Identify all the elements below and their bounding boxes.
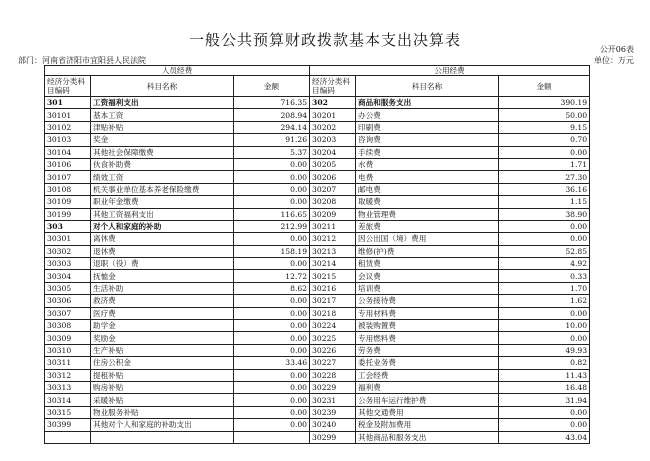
right-amount-cell: 1.15 xyxy=(499,196,590,208)
left-name-cell: 工资福利支出 xyxy=(91,97,234,109)
department-label: 部门：河南省济阳市宜阳县人民法院 xyxy=(18,56,146,65)
name-column-header: 科目名称 xyxy=(91,76,234,97)
right-code-cell: 30213 xyxy=(310,245,356,257)
right-amount-cell: 0.00 xyxy=(499,419,590,431)
expenditure-table xyxy=(44,65,590,444)
right-code-cell: 30209 xyxy=(310,208,356,220)
table-row xyxy=(45,320,590,332)
table-row xyxy=(45,134,590,146)
left-code-cell: 30103 xyxy=(45,134,91,146)
right-amount-cell: 38.90 xyxy=(499,208,590,220)
left-code-cell: 30399 xyxy=(45,419,91,431)
right-name-cell: 专用燃料费 xyxy=(356,332,499,344)
right-amount-cell: 0.00 xyxy=(499,146,590,158)
left-name-cell: 购房补贴 xyxy=(91,381,234,393)
code-column-header: 经济分类科目编码 xyxy=(45,76,91,97)
right-code-cell: 30215 xyxy=(310,270,356,282)
left-code-cell: 30312 xyxy=(45,369,91,381)
left-amount-cell: 0.00 xyxy=(234,320,310,332)
left-name-cell: 离休费 xyxy=(91,233,234,245)
group-header-row xyxy=(45,66,590,76)
right-code-cell: 30201 xyxy=(310,109,356,121)
right-code-cell: 30208 xyxy=(310,196,356,208)
left-name-cell: 采暖补贴 xyxy=(91,394,234,406)
right-name-cell: 维修(护)费 xyxy=(356,245,499,257)
left-amount-cell: 116.65 xyxy=(234,208,310,220)
left-code-cell: 30308 xyxy=(45,320,91,332)
table-row xyxy=(45,431,590,443)
left-amount-cell: 0.00 xyxy=(234,369,310,381)
right-amount-cell: 0.00 xyxy=(499,220,590,232)
right-amount-cell: 0.82 xyxy=(499,357,590,369)
right-amount-cell: 390.19 xyxy=(499,97,590,109)
left-amount-cell: 0.00 xyxy=(234,295,310,307)
left-code-cell: 30313 xyxy=(45,381,91,393)
right-code-cell: 30225 xyxy=(310,332,356,344)
left-name-cell: 奖金 xyxy=(91,134,234,146)
left-name-cell: 其他社会保障缴费 xyxy=(91,146,234,158)
right-name-cell: 咨询费 xyxy=(356,134,499,146)
form-number: 公开06表 xyxy=(599,45,634,54)
left-amount-cell: 0.00 xyxy=(234,183,310,195)
name-column-header: 科目名称 xyxy=(356,76,499,97)
left-code-cell: 30109 xyxy=(45,196,91,208)
right-name-cell: 取暖费 xyxy=(356,196,499,208)
table-row xyxy=(45,258,590,270)
right-amount-cell: 52.85 xyxy=(499,245,590,257)
right-code-cell: 30203 xyxy=(310,134,356,146)
table-row xyxy=(45,406,590,418)
left-amount-cell: 5.37 xyxy=(234,146,310,158)
table-row xyxy=(45,381,590,393)
left-amount-cell: 0.00 xyxy=(234,419,310,431)
right-name-cell: 工会经费 xyxy=(356,369,499,381)
table-row xyxy=(45,208,590,220)
table-row xyxy=(45,233,590,245)
left-code-cell: 30102 xyxy=(45,121,91,133)
right-name-cell: 印刷费 xyxy=(356,121,499,133)
left-amount-cell xyxy=(234,431,310,443)
table-row xyxy=(45,357,590,369)
right-name-cell: 电费 xyxy=(356,171,499,183)
left-code-cell: 30108 xyxy=(45,183,91,195)
table-row xyxy=(45,158,590,170)
table-row xyxy=(45,332,590,344)
right-code-cell: 30229 xyxy=(310,381,356,393)
right-amount-cell: 1.62 xyxy=(499,295,590,307)
left-name-cell: 住房公积金 xyxy=(91,357,234,369)
left-name-cell: 基本工资 xyxy=(91,109,234,121)
left-amount-cell: 8.62 xyxy=(234,282,310,294)
right-name-cell: 公务接待费 xyxy=(356,295,499,307)
left-code-cell: 301 xyxy=(45,97,91,109)
right-name-cell: 税金及附加费用 xyxy=(356,419,499,431)
right-code-cell: 30214 xyxy=(310,258,356,270)
right-amount-cell: 0.33 xyxy=(499,270,590,282)
right-code-cell: 30231 xyxy=(310,394,356,406)
right-code-cell: 30228 xyxy=(310,369,356,381)
left-name-cell: 绩效工资 xyxy=(91,171,234,183)
left-code-cell: 30302 xyxy=(45,245,91,257)
right-amount-cell: 0.00 xyxy=(499,307,590,319)
table-row xyxy=(45,183,590,195)
right-amount-cell: 0.70 xyxy=(499,134,590,146)
table-row xyxy=(45,196,590,208)
left-name-cell: 其他工资福利支出 xyxy=(91,208,234,220)
left-code-cell: 30304 xyxy=(45,270,91,282)
left-name-cell: 生产补贴 xyxy=(91,344,234,356)
right-name-cell: 物业管理费 xyxy=(356,208,499,220)
amount-column-header: 金额 xyxy=(499,76,590,97)
left-code-cell: 30107 xyxy=(45,171,91,183)
left-code-cell xyxy=(45,431,91,443)
left-amount-cell: 208.94 xyxy=(234,109,310,121)
left-amount-cell: 91.26 xyxy=(234,134,310,146)
table-row xyxy=(45,220,590,232)
left-amount-cell: 0.00 xyxy=(234,233,310,245)
left-amount-cell: 0.00 xyxy=(234,344,310,356)
right-code-cell: 30217 xyxy=(310,295,356,307)
left-name-cell: 退职（役）费 xyxy=(91,258,234,270)
right-amount-cell: 1.70 xyxy=(499,282,590,294)
right-amount-cell: 0.00 xyxy=(499,233,590,245)
right-name-cell: 其他商品和服务支出 xyxy=(356,431,499,443)
left-code-cell: 30104 xyxy=(45,146,91,158)
right-code-cell: 30226 xyxy=(310,344,356,356)
left-name-cell: 物业服务补贴 xyxy=(91,406,234,418)
right-code-cell: 30202 xyxy=(310,121,356,133)
table-row xyxy=(45,109,590,121)
left-name-cell: 救济费 xyxy=(91,295,234,307)
left-amount-cell: 0.00 xyxy=(234,196,310,208)
left-amount-cell: 0.00 xyxy=(234,258,310,270)
right-name-cell: 劳务费 xyxy=(356,344,499,356)
table-row xyxy=(45,307,590,319)
left-amount-cell: 0.00 xyxy=(234,406,310,418)
left-amount-cell: 0.00 xyxy=(234,332,310,344)
left-name-cell: 对个人和家庭的补助 xyxy=(91,220,234,232)
left-name-cell: 生活补助 xyxy=(91,282,234,294)
right-name-cell: 邮电费 xyxy=(356,183,499,195)
column-header-row xyxy=(45,76,590,97)
left-name-cell: 其他对个人和家庭的补助支出 xyxy=(91,419,234,431)
personnel-expense-header: 人员经费 xyxy=(45,66,310,76)
right-code-cell: 302 xyxy=(310,97,356,109)
right-amount-cell: 27.30 xyxy=(499,171,590,183)
table-row xyxy=(45,245,590,257)
left-code-cell: 30301 xyxy=(45,233,91,245)
right-code-cell: 30205 xyxy=(310,158,356,170)
left-code-cell: 30306 xyxy=(45,295,91,307)
left-code-cell: 30307 xyxy=(45,307,91,319)
right-amount-cell: 49.93 xyxy=(499,344,590,356)
right-code-cell: 30227 xyxy=(310,357,356,369)
left-amount-cell: 294.14 xyxy=(234,121,310,133)
right-name-cell: 委托业务费 xyxy=(356,357,499,369)
right-code-cell: 30224 xyxy=(310,320,356,332)
left-name-cell: 机关事业单位基本养老保险缴费 xyxy=(91,183,234,195)
left-amount-cell: 212.99 xyxy=(234,220,310,232)
left-code-cell: 30315 xyxy=(45,406,91,418)
right-code-cell: 30207 xyxy=(310,183,356,195)
right-name-cell: 差旅费 xyxy=(356,220,499,232)
left-name-cell: 奖励金 xyxy=(91,332,234,344)
right-code-cell: 30211 xyxy=(310,220,356,232)
left-code-cell: 30309 xyxy=(45,332,91,344)
left-name-cell: 退休费 xyxy=(91,245,234,257)
left-amount-cell: 0.00 xyxy=(234,158,310,170)
left-amount-cell: 0.00 xyxy=(234,171,310,183)
left-code-cell: 30310 xyxy=(45,344,91,356)
right-name-cell: 手续费 xyxy=(356,146,499,158)
table-row xyxy=(45,121,590,133)
right-name-cell: 公务用车运行维护费 xyxy=(356,394,499,406)
right-name-cell: 水费 xyxy=(356,158,499,170)
table-row xyxy=(45,369,590,381)
left-name-cell: 职业年金缴费 xyxy=(91,196,234,208)
left-code-cell: 30311 xyxy=(45,357,91,369)
amount-column-header: 金额 xyxy=(234,76,310,97)
left-name-cell: 伙食补助费 xyxy=(91,158,234,170)
table-row xyxy=(45,419,590,431)
left-amount-cell: 0.00 xyxy=(234,307,310,319)
right-code-cell: 30216 xyxy=(310,282,356,294)
left-amount-cell: 158.19 xyxy=(234,245,310,257)
unit-label: 单位：万元 xyxy=(594,56,634,65)
right-name-cell: 办公费 xyxy=(356,109,499,121)
right-name-cell: 会议费 xyxy=(356,270,499,282)
left-amount-cell: 0.00 xyxy=(234,394,310,406)
right-code-cell: 30212 xyxy=(310,233,356,245)
left-amount-cell: 33.46 xyxy=(234,357,310,369)
left-name-cell: 提租补贴 xyxy=(91,369,234,381)
right-code-cell: 30218 xyxy=(310,307,356,319)
right-amount-cell: 0.00 xyxy=(499,406,590,418)
right-name-cell: 专用材料费 xyxy=(356,307,499,319)
right-code-cell: 30204 xyxy=(310,146,356,158)
left-code-cell: 30305 xyxy=(45,282,91,294)
table-row xyxy=(45,282,590,294)
left-code-cell: 30303 xyxy=(45,258,91,270)
right-amount-cell: 43.04 xyxy=(499,431,590,443)
right-amount-cell: 50.00 xyxy=(499,109,590,121)
right-code-cell: 30239 xyxy=(310,406,356,418)
left-name-cell: 医疗费 xyxy=(91,307,234,319)
right-name-cell: 因公出国（境）费用 xyxy=(356,233,499,245)
right-name-cell: 培训费 xyxy=(356,282,499,294)
page-title: 一般公共预算财政拨款基本支出决算表 xyxy=(188,31,461,49)
right-amount-cell: 11.43 xyxy=(499,369,590,381)
right-amount-cell: 9.15 xyxy=(499,121,590,133)
table-row xyxy=(45,270,590,282)
right-amount-cell: 36.16 xyxy=(499,183,590,195)
left-code-cell: 30101 xyxy=(45,109,91,121)
table-row xyxy=(45,295,590,307)
right-name-cell: 其他交通费用 xyxy=(356,406,499,418)
left-name-cell: 抚恤金 xyxy=(91,270,234,282)
left-code-cell: 303 xyxy=(45,220,91,232)
left-amount-cell: 716.35 xyxy=(234,97,310,109)
left-code-cell: 30106 xyxy=(45,158,91,170)
code-column-header: 经济分类科目编码 xyxy=(310,76,356,97)
left-code-cell: 30199 xyxy=(45,208,91,220)
right-name-cell: 被装购置费 xyxy=(356,320,499,332)
right-amount-cell: 31.94 xyxy=(499,394,590,406)
right-amount-cell: 0.00 xyxy=(499,332,590,344)
table-row xyxy=(45,344,590,356)
left-amount-cell: 0.00 xyxy=(234,381,310,393)
left-name-cell: 津贴补贴 xyxy=(91,121,234,133)
table-row xyxy=(45,394,590,406)
right-code-cell: 30299 xyxy=(310,431,356,443)
right-name-cell: 商品和服务支出 xyxy=(356,97,499,109)
right-name-cell: 租赁费 xyxy=(356,258,499,270)
right-amount-cell: 10.00 xyxy=(499,320,590,332)
left-amount-cell: 12.72 xyxy=(234,270,310,282)
table-row xyxy=(45,171,590,183)
left-code-cell: 30314 xyxy=(45,394,91,406)
table-row xyxy=(45,146,590,158)
right-name-cell: 福利费 xyxy=(356,381,499,393)
right-amount-cell: 4.92 xyxy=(499,258,590,270)
right-code-cell: 30240 xyxy=(310,419,356,431)
public-expense-header: 公用经费 xyxy=(310,66,590,76)
right-amount-cell: 1.71 xyxy=(499,158,590,170)
left-name-cell: 助学金 xyxy=(91,320,234,332)
right-code-cell: 30206 xyxy=(310,171,356,183)
table-row xyxy=(45,97,590,109)
left-name-cell xyxy=(91,431,234,443)
right-amount-cell: 16.48 xyxy=(499,381,590,393)
